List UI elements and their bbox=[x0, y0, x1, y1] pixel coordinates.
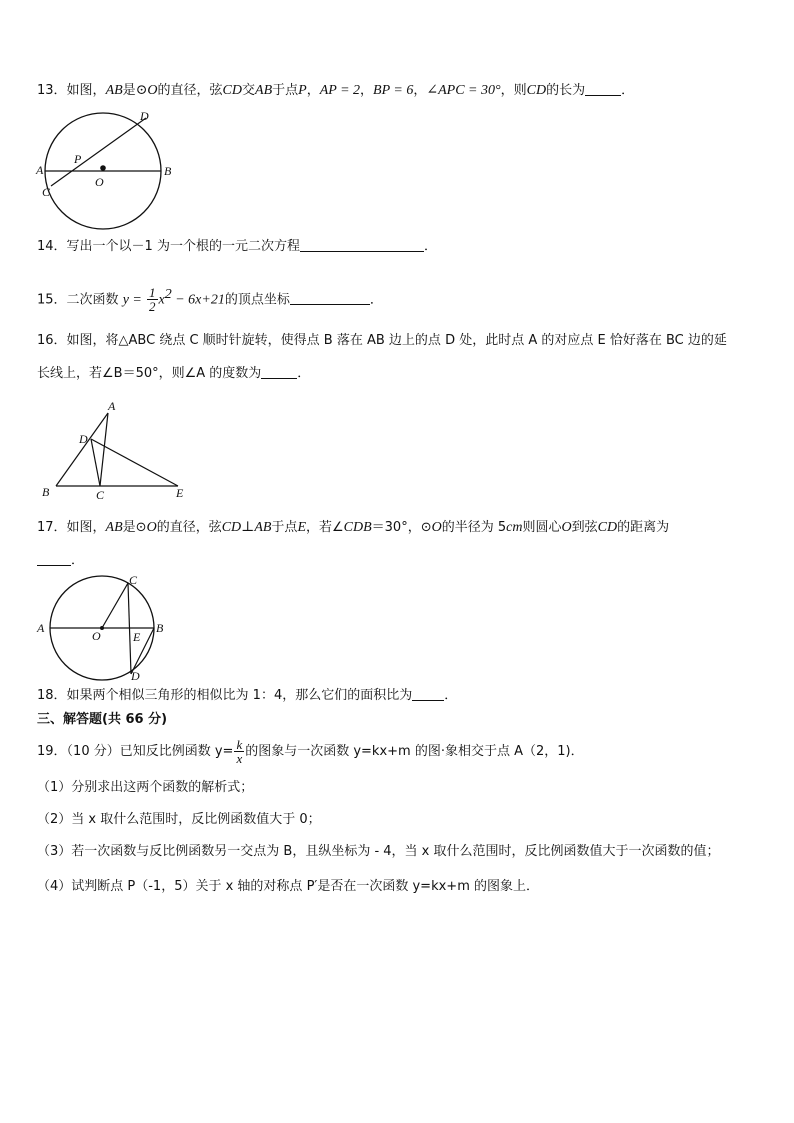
q19-part1: （1）分别求出这两个函数的解析式； bbox=[37, 780, 254, 795]
answer-blank bbox=[300, 239, 424, 252]
q19-part2: （2）当 x 取什么范围时，反比例函数值大于 0； bbox=[37, 812, 321, 827]
q19-fraction: $\frac{k}{x}$ bbox=[236, 737, 243, 766]
q17-figure bbox=[34, 570, 174, 682]
q16-line-ba bbox=[56, 413, 108, 486]
q17-line1: 17．如图，AB是⊙O的直径，弦CD⊥AB于点E，若∠CDB＝30°，⊙O的半径为 5cm则圆心O到弦CD的距离为 bbox=[37, 520, 670, 535]
q13-center-dot bbox=[100, 165, 106, 171]
q19-text: 19．（10 分）已知反比例函数 y= $\frac{k}{x}$ 的图象与一次函数 y=kx+m 的图·象相交于点 A（2，1)． bbox=[37, 737, 584, 766]
q16-line-dc bbox=[91, 439, 100, 486]
q17-label-b: B bbox=[156, 621, 164, 635]
q16-figure bbox=[38, 398, 198, 502]
q13-text: 13．如图，AB是⊙O的直径，弦CD交AB于点P，AP = 2，BP = 6，∠APC = 30°，则CD的长为 ． bbox=[37, 83, 635, 98]
q17-radius-oc bbox=[102, 583, 128, 628]
q13-label-p: P bbox=[74, 152, 82, 166]
q17-label-c: C bbox=[129, 573, 138, 587]
q13-label-o: O bbox=[95, 175, 104, 189]
answer-blank bbox=[585, 83, 621, 96]
answer-blank bbox=[412, 688, 444, 701]
q16-line1: 16．如图，将△ABC 绕点 C 顺时针旋转，使得点 B 落在 AB 边上的点 D 处，此时点 A 的对应点 E 恰好落在 BC 边的延 bbox=[37, 333, 727, 348]
q19-part4: （4）试判断点 P（-1，5）关于 x 轴的对称点 P′是否在一次函数 y=kx+m 的图象上． bbox=[37, 879, 539, 894]
q16-line2: 长线上，若∠B＝50°，则∠A 的度数为 ． bbox=[37, 366, 311, 381]
answer-blank bbox=[290, 292, 370, 305]
q13-label-b: B bbox=[164, 164, 172, 178]
q15-fraction: $\frac{1}{2}$ bbox=[149, 285, 156, 315]
q13-figure bbox=[34, 104, 184, 230]
q16-line-ac bbox=[100, 413, 108, 486]
q13-label-c: C bbox=[42, 185, 51, 199]
q16-label-c: C bbox=[96, 488, 105, 502]
q16-label-b: B bbox=[42, 485, 50, 499]
q14-text: 14．写出一个以－1 为一个根的一元二次方程 ． bbox=[37, 239, 437, 254]
q19-part3: （3）若一次函数与反比例函数另一交点为 B，且纵坐标为 - 4，当 x 取什么范围时，反比例函数值大于一次函数的值； bbox=[37, 844, 720, 859]
q17-label-d: D bbox=[131, 669, 140, 683]
q16-line-de bbox=[91, 439, 178, 486]
q13-label-a: A bbox=[36, 163, 44, 177]
answer-blank bbox=[37, 553, 71, 566]
q17-label-e: E bbox=[133, 630, 141, 644]
q17-line2: ． bbox=[37, 552, 84, 570]
q16-label-d: D bbox=[79, 432, 88, 446]
q17-label-o: O bbox=[92, 629, 101, 643]
q15-text: 15．二次函数 y = $\frac{1}{2}$ $x^2 - 6x+21$的顶点坐标 ． bbox=[37, 285, 383, 315]
q16-label-a: A bbox=[108, 399, 116, 413]
q17-label-a: A bbox=[37, 621, 45, 635]
answer-blank bbox=[261, 366, 297, 379]
section-heading: 三、解答题(共 66 分) bbox=[37, 712, 168, 727]
q16-label-e: E bbox=[176, 486, 184, 500]
q18-text: 18．如果两个相似三角形的相似比为 1：4，那么它们的面积比为 ． bbox=[37, 688, 458, 703]
q13-label-d: D bbox=[140, 109, 149, 123]
